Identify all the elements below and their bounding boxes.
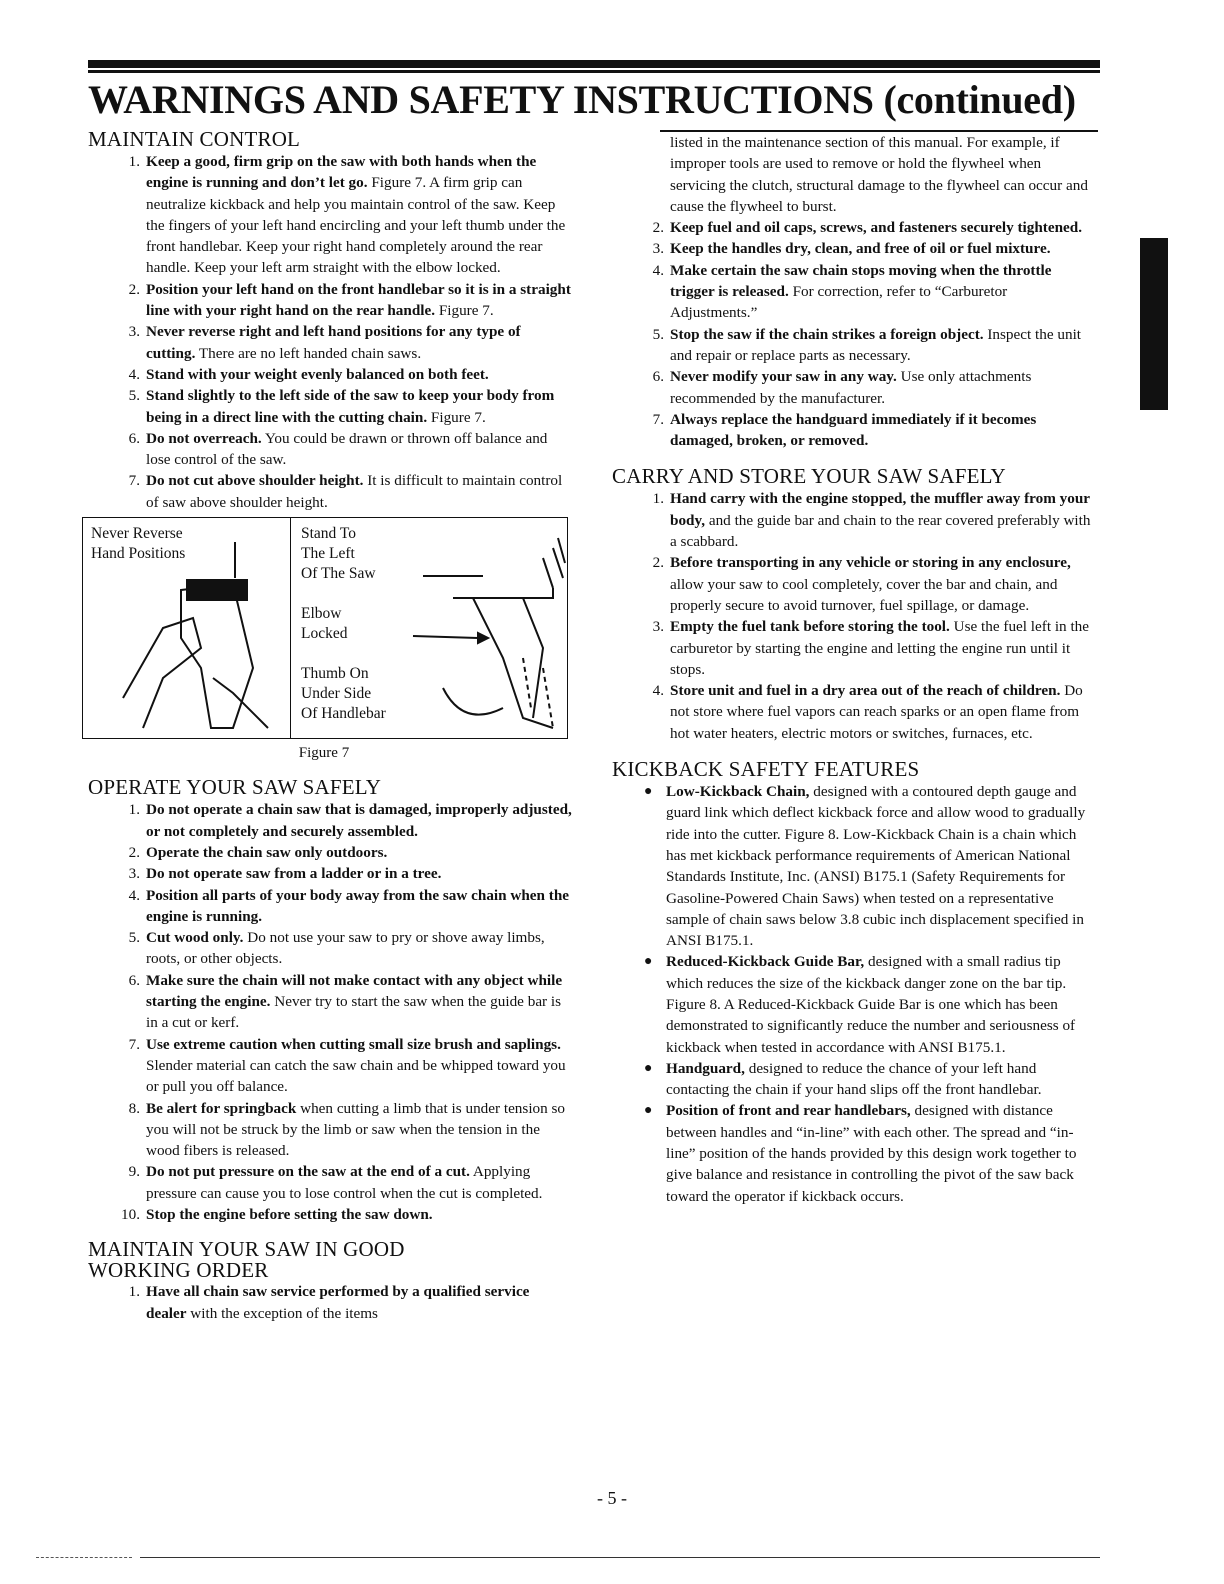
item-bold: Be alert for springback: [146, 1099, 297, 1117]
list-item: [88, 1204, 572, 1225]
item-bold: Use extreme caution when cutting small size brush and saplings.: [146, 1035, 561, 1053]
item-bold: Empty the fuel tank before storing the tool.: [670, 618, 950, 636]
left-column: [88, 128, 572, 1324]
item-text: Figure 7.: [427, 408, 486, 426]
item-text: and the guide bar and chain to the rear covered preferably with a scabbard.: [670, 511, 1091, 551]
top-rule-thin: [88, 70, 1100, 73]
item-number: 7.: [652, 410, 664, 428]
bottom-dash: [36, 1557, 132, 1558]
item-text: allow your saw to cool completely, cover the bar and chain, and properly secure to avoid turnover, fuel spillage, or damage.: [670, 575, 1058, 614]
bullet-item: [612, 1058, 1096, 1101]
list-item: [612, 238, 1096, 259]
item-bold: Do not operate saw from a ladder or in a tree.: [146, 865, 442, 883]
item-text: designed with a contoured depth gauge and guard link which deflect kickback force and allow wood to gradually ride into the cutter. Figure 8. Low-Kickback Chain is a chain which has met kickback performance requirements of American National Standards Institute, Inc. (ANSI) B175.1 (Safety Requirements for Gasoline-Powered Chain Saws) when tested on a representative sample of chain saws below 3.8 cubic inch displacement specified in ANSI B175.1.: [666, 783, 1086, 950]
operate-heading: OPERATE YOUR SAW SAFELY: [88, 775, 382, 800]
item-number: 9.: [128, 1163, 140, 1181]
item-bold: Hand carry with the engine stopped, the muffler away from your body,: [670, 490, 1090, 529]
figure-arm-right-2: [523, 598, 543, 718]
figure-7-illustration: [83, 518, 567, 738]
bullet-icon: ●: [644, 784, 653, 800]
carry-heading: CARRY AND STORE YOUR SAW SAFELY: [612, 464, 1006, 489]
item-text: Do not use your saw to pry or shove away limbs, roots, or other objects.: [146, 929, 545, 968]
item-bold: Before transporting in any vehicle or storing in any enclosure,: [670, 554, 1071, 572]
maintain-saw-heading-line2: WORKING ORDER: [88, 1258, 269, 1283]
list-item: [612, 680, 1096, 744]
arm-left: [123, 618, 201, 728]
stand-to-left-label: Stand To The Left Of The Saw: [301, 525, 376, 583]
item-text: designed with a small radius tip which reduces the size of the kickback danger zone on the bar tip. Figure 8. A Reduced-Kickback Guide Bar is one which has been demonstrated to significantly reduce the number and seriousness of kickback when tested in accordance with ANSI B175.1.: [666, 953, 1076, 1056]
list-item: [612, 324, 1096, 367]
section-thumb-tab: [1140, 238, 1168, 410]
dashed-guide: [523, 658, 553, 728]
saw-handle-left: [187, 580, 247, 600]
item-bold: Do not put pressure on the saw at the end of a cut.: [146, 1163, 470, 1181]
maintain-saw-heading-line1: MAINTAIN YOUR SAW IN GOOD: [88, 1237, 405, 1262]
list-item: [88, 1161, 572, 1204]
list-item: [88, 885, 572, 928]
list-item: [612, 217, 1096, 238]
list-item: [88, 364, 572, 385]
right-column: [612, 132, 1096, 1207]
saw-chain-marks: [543, 538, 565, 588]
item-number: 6.: [128, 971, 140, 989]
thumb-under-label: Thumb On Under Side Of Handlebar: [301, 665, 386, 723]
list-item: [88, 1034, 572, 1098]
item-number: 4.: [652, 682, 664, 700]
item-bold: Operate the chain saw only outdoors.: [146, 843, 388, 861]
list-item: [612, 488, 1096, 552]
list-item: [88, 970, 572, 1034]
item-number: 5.: [128, 387, 140, 405]
item-bold: Never reverse right and left hand positions for any type of cutting.: [146, 323, 521, 362]
operate-list: [88, 799, 572, 1225]
list-item: [612, 616, 1096, 680]
bullet-icon: ●: [644, 1103, 653, 1119]
item-bold: Cut wood only.: [146, 929, 244, 947]
item-bold: Stop the saw if the chain strikes a foreign object.: [670, 325, 984, 343]
item-number: 5.: [652, 325, 664, 343]
item-number: 1.: [128, 153, 140, 170]
item-number: 7.: [128, 1035, 140, 1053]
item-bold: Do not overreach.: [146, 429, 262, 447]
list-item: [612, 366, 1096, 409]
bullet-item: [612, 1100, 1096, 1206]
item-bold: Make sure the chain will not make contact with any object while starting the engine.: [146, 971, 563, 1011]
kickback-list: [612, 781, 1096, 1207]
item-number: 2.: [652, 554, 664, 572]
item-number: 8.: [128, 1099, 140, 1117]
item-text: Use only attachments recommended by the manufacturer.: [670, 368, 1032, 407]
item-text: Use the fuel left in the carburetor by starting the engine and letting the engine run until it stops.: [670, 618, 1089, 678]
item-number: 4.: [652, 261, 664, 279]
never-reverse-label: Never Reverse Hand Positions: [91, 525, 186, 563]
item-bold: Stand slightly to the left side of the saw to keep your body from being in a direct line with the cutting chain.: [146, 387, 555, 426]
item-bold: Do not operate a chain saw that is damaged, improperly adjusted, or not completely and securely assembled.: [146, 801, 572, 840]
item-text: Applying pressure can cause you to lose control when the cut is completed.: [146, 1163, 543, 1202]
item-bold: Position your left hand on the front handlebar so it is in a straight line with your right hand on the rear handle.: [146, 280, 571, 320]
item-bold: Have all chain saw service performed by a qualified service dealer: [146, 1283, 530, 1322]
item-text: There are no left handed chain saws.: [195, 344, 422, 362]
item-text: Do not store where fuel vapors can reach sparks or an open flame from hot water heaters, electric motors or switches, furnaces, etc.: [670, 682, 1083, 742]
figure-handlebar: [453, 588, 553, 598]
bullet-icon: ●: [644, 1060, 653, 1076]
item-text: It is difficult to maintain control of saw above shoulder height.: [146, 472, 563, 511]
bullet-item: [612, 951, 1096, 1057]
item-number: 4.: [128, 886, 140, 904]
item-text: Figure 7. A firm grip can neutralize kickback and help you maintain control of the saw. Keep the fingers of your left hand encircling and your left thumb under the front handlebar. Keep your right hand completely around the rear handle. Keep your left arm straight with the elbow locked.: [146, 174, 566, 277]
item-text: You could be drawn or thrown off balance and lose control of the saw.: [146, 429, 548, 469]
list-item: [88, 863, 572, 884]
page-title: WARNINGS AND SAFETY INSTRUCTIONS (continued): [88, 77, 1076, 122]
item-bold: Stand with your weight evenly balanced on both feet.: [146, 365, 489, 383]
maintain-control-heading: MAINTAIN CONTROL: [88, 127, 301, 151]
list-item: [612, 409, 1096, 452]
item-number: 4.: [128, 365, 140, 383]
list-item: [88, 151, 572, 279]
list-item: [88, 385, 572, 428]
list-item: [88, 799, 572, 842]
item-number: 3.: [128, 323, 140, 341]
item-text: Slender material can catch the saw chain and be whipped toward you or pull you off balance.: [146, 1056, 566, 1096]
item-number: 6.: [128, 429, 140, 447]
pointer-elbow: [413, 636, 478, 638]
item-number: 7.: [128, 472, 140, 490]
item-text: For correction, refer to “Carburetor Adjustments.”: [670, 283, 1008, 322]
item-number: 1.: [128, 801, 140, 819]
item-bold: Reduced-Kickback Guide Bar,: [666, 953, 865, 971]
maintain-saw-heading: [88, 1239, 572, 1281]
item-bold: Always replace the handguard immediately if it becomes damaged, broken, or removed.: [670, 410, 1037, 450]
figure-caption: Figure 7: [298, 745, 350, 762]
item-number: 5.: [128, 929, 140, 947]
item-number: 3.: [652, 618, 664, 636]
bullet-item: [612, 781, 1096, 951]
list-item: [88, 428, 572, 471]
item-number: 3.: [128, 865, 140, 883]
figure-7: [82, 517, 568, 739]
item-number: 2.: [652, 219, 664, 237]
bullet-icon: ●: [644, 954, 653, 970]
list-item: [88, 927, 572, 970]
carry-list: [612, 488, 1096, 744]
item-number: 2.: [128, 843, 140, 861]
item-bold: Position all parts of your body away from the saw chain when the engine is running.: [146, 886, 570, 925]
item-number: 10.: [121, 1205, 140, 1223]
list-item: [612, 552, 1096, 616]
item-bold: Stop the engine before setting the saw down.: [146, 1205, 433, 1223]
item-bold: Store unit and fuel in a dry area out of the reach of children.: [670, 682, 1061, 700]
maintain-saw-list-start: [88, 1281, 572, 1324]
item-text: with the exception of the items: [186, 1304, 378, 1322]
item-text: Inspect the unit and repair or replace parts as necessary.: [670, 325, 1082, 364]
list-item: [88, 842, 572, 863]
item-text: Never try to start the saw when the guide bar is in a cut or kerf.: [146, 993, 562, 1032]
kickback-heading: KICKBACK SAFETY FEATURES: [612, 757, 920, 782]
item-bold: Never modify your saw in any way.: [670, 368, 897, 386]
item-bold: Keep a good, firm grip on the saw with both hands when the engine is running and don’t let go.: [146, 153, 537, 192]
item-bold: Keep the handles dry, clean, and free of oil or fuel mixture.: [670, 240, 1051, 258]
item-bold: Make certain the saw chain stops moving when the throttle trigger is released.: [670, 261, 1052, 301]
pointer-elbow-arrow: [478, 633, 488, 643]
item-number: 3.: [652, 240, 664, 258]
item-number: 1.: [128, 1283, 140, 1301]
item-text: when cutting a limb that is under tension so you will not be struck by the limb or saw when the tension in the wood fibers is released.: [146, 1099, 566, 1160]
item-bold: Do not cut above shoulder height.: [146, 472, 364, 490]
item-text: designed to reduce the chance of your left hand contacting the chain if your hand slips off the front handlebar.: [666, 1059, 1042, 1099]
item-text: Figure 7.: [435, 302, 494, 320]
list-item: [88, 279, 572, 322]
list-item: [88, 321, 572, 364]
item-number: 2.: [128, 280, 140, 298]
thumb-curve: [443, 688, 503, 715]
maintain-saw-continued: listed in the maintenance section of this manual. For example, if improper tools are used to remove or hold the flywheel when servicing the clutch, structural damage to the flywheel can occur and cause the flywheel to burst.: [670, 134, 1088, 215]
item-number: 1.: [652, 490, 664, 508]
item-bold: Low-Kickback Chain,: [666, 783, 810, 801]
maintain-saw-list: [612, 217, 1096, 451]
item-text: designed with distance between handles and “in-line” with each other. The spread and “in-line” position of the hands provided by this design work together to give balance and resistance in controlling the pivot of the saw back toward the operator if kickback occurs.: [666, 1102, 1077, 1205]
elbow-locked-label: Elbow Locked: [301, 605, 348, 643]
item-bold: Keep fuel and oil caps, screws, and fasteners securely tightened.: [670, 219, 1083, 237]
top-rule: [88, 60, 1100, 68]
page-number: - 5 -: [597, 1488, 627, 1508]
item-number: 6.: [652, 368, 664, 386]
list-item: [88, 470, 572, 513]
item-bold: Handguard,: [666, 1059, 745, 1077]
item-bold: Position of front and rear handlebars,: [666, 1102, 911, 1120]
maintain-control-list: [88, 151, 572, 513]
list-item: [88, 1098, 572, 1162]
list-item: [612, 260, 1096, 324]
list-item: [88, 1281, 572, 1324]
bottom-rule: [140, 1557, 1100, 1558]
